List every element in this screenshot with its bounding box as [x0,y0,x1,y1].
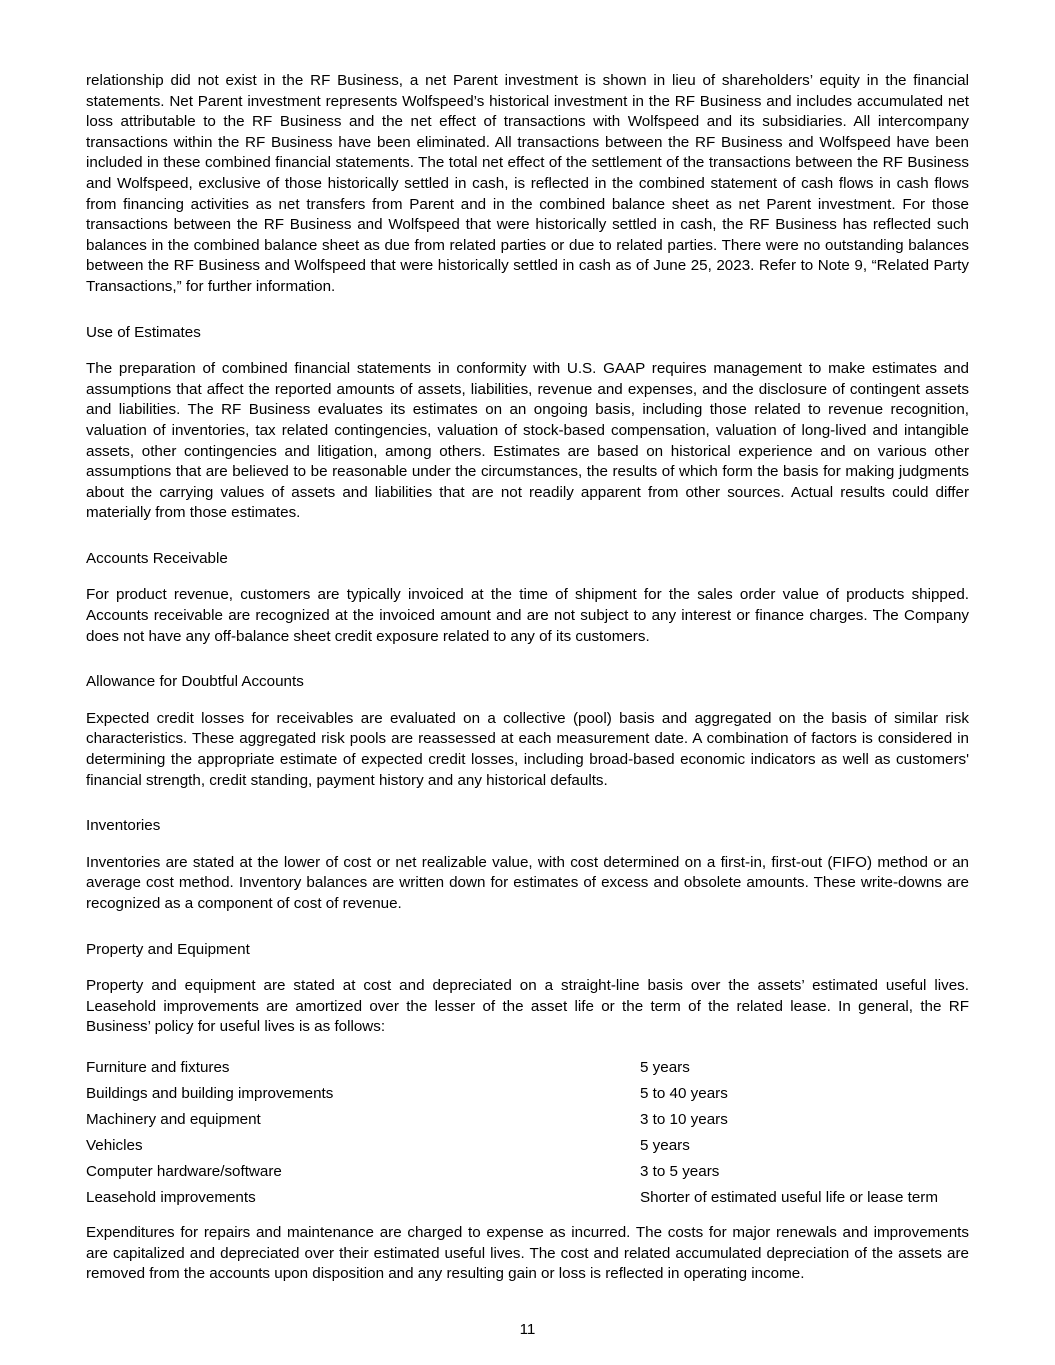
useful-life: 5 years [640,1136,690,1154]
section-heading: Allowance for Doubtful Accounts [86,673,304,691]
useful-lives-table [86,1058,969,1214]
useful-life: 5 years [640,1058,690,1076]
intro-paragraph: relationship did not exist in the RF Business, a net Parent investment is shown in lieu of shareholders’ equity in the financial statements. Net Parent investment represents Wolfspeed’s historical investment in the RF Business and includes accumulated net loss attributable to the RF Business and the net effect of transactions with Wolfspeed and its subsidiaries. All intercompany transactions within the RF Business have been eliminated. All transactions between the RF Business and Wolfspeed have been included in these combined financial statements. The total net effect of the settlement of the transactions between the RF Business and Wolfspeed, exclusive of those historically settled in cash, is reflected in the combined statement of cash flows in cash flows from financing activities as net transfers from Parent and in the combined balance sheet as net Parent investment. For those transactions between the RF Business and Wolfspeed that were historically settled in cash, the RF Business has reflected such balances in the combined balance sheet as due from related parties or due to related parties. There were no outstanding balances between the RF Business and Wolfspeed that were historically settled in cash as of June 25, 2023. Refer to Note 9, “Related Party Transactions,” for further information. [86,72,969,295]
useful-life: 5 to 40 years [640,1084,728,1102]
asset-category: Computer hardware/software [86,1162,282,1180]
section-accounts-receivable [86,549,969,647]
table-row [86,1084,969,1110]
section-body: The preparation of combined financial statements in conformity with U.S. GAAP requires management to make estimates and assumptions that affect the reported amounts of assets, liabilities, revenue and expenses, and the disclosure of contingent assets and liabilities. The RF Business evaluates its estimates on an ongoing basis, including those related to revenue recognition, valuation of inventories, tax related contingencies, valuation of stock-based compensation, valuation of long-lived and intangible assets, other contingencies and litigation, among others. Estimates are based on historical experience and on various other assumptions that are believed to be reasonable under the circumstances, the results of which form the basis for making judgments about the carrying values of assets and liabilities that are not readily apparent from other sources. Actual results could differ materially from those estimates. [86,360,969,522]
section-heading: Use of Estimates [86,323,201,341]
document-page [86,71,969,1285]
asset-category: Vehicles [86,1136,143,1154]
section-body: Expected credit losses for receivables are evaluated on a collective (pool) basis and aggregated on the basis of similar risk characteristics. These aggregated risk pools are reassessed at each measurement date. A combination of factors is considered in determining the appropriate estimate of expected credit losses, including broad-based economic indicators as well as customers' financial strength, credit standing, payment history and any historical defaults. [86,709,969,789]
asset-category: Furniture and fixtures [86,1058,230,1076]
table-row [86,1136,969,1162]
asset-category: Machinery and equipment [86,1110,261,1128]
section-property-and-equipment [86,940,969,1285]
section-allowance-doubtful-accounts [86,672,969,791]
useful-life: 3 to 10 years [640,1110,728,1128]
table-row [86,1058,969,1084]
asset-category: Buildings and building improvements [86,1084,334,1102]
section-heading: Property and Equipment [86,940,250,958]
section-body: For product revenue, customers are typically invoiced at the time of shipment for the sales order value of products shipped. Accounts receivable are recognized at the invoiced amount and are not subject to any interest or finance charges. The Company does not have any off-balance sheet credit exposure related to any of its customers. [86,586,969,645]
table-row [86,1188,969,1214]
section-heading: Accounts Receivable [86,549,228,567]
table-row [86,1110,969,1136]
closing-paragraph: Expenditures for repairs and maintenance are charged to expense as incurred. The costs for major renewals and improvements are capitalized and depreciated over their estimated useful lives. The cost and related accumulated depreciation of the assets are removed from the accounts upon disposition and any resulting gain or loss is reflected in operating income. [86,1223,969,1283]
section-use-of-estimates [86,323,969,524]
section-inventories [86,816,969,914]
page-number: 11 [519,1321,536,1338]
useful-life: Shorter of estimated useful life or lease term [640,1188,938,1206]
useful-life: 3 to 5 years [640,1162,720,1180]
asset-category: Leasehold improvements [86,1188,256,1206]
section-heading: Inventories [86,817,161,835]
section-body: Property and equipment are stated at cost and depreciated on a straight-line basis over the assets’ estimated useful lives. Leasehold improvements are amortized over the lesser of the asset life or the term of the related lease. In general, the RF Business’ policy for useful lives is as follows: [86,977,969,1036]
section-body: Inventories are stated at the lower of cost or net realizable value, with cost determined on a first-in, first-out (FIFO) method or an average cost method. Inventory balances are written down for estimates of excess and obsolete amounts. These write-downs are recognized as a component of cost of revenue. [86,853,969,912]
table-row [86,1162,969,1188]
